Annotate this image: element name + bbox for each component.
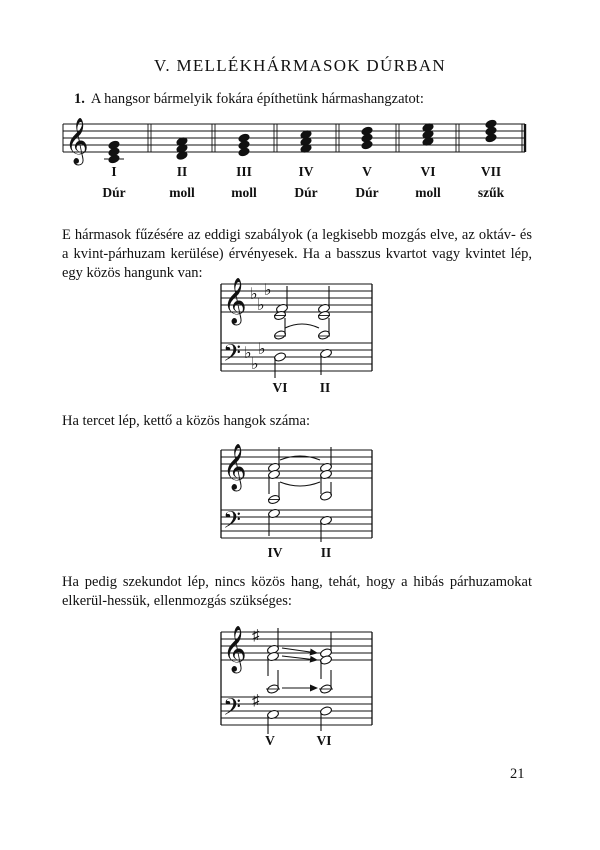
- bass-clef-icon: 𝄢: [223, 508, 242, 539]
- example-1-numeral: II: [319, 380, 331, 395]
- treble-clef-icon: 𝄞: [223, 444, 247, 489]
- example-1-numeral: VI: [272, 380, 288, 395]
- example-3-numeral: VI: [316, 733, 332, 748]
- section-intro-text: A hangsor bármelyik fokára építhetünk hármashangzatot:: [90, 91, 424, 107]
- flat-icon: ♭: [251, 356, 259, 373]
- degree-numeral: IV: [298, 164, 314, 179]
- example-2-numeral: IV: [267, 545, 283, 560]
- degree-numeral: VI: [420, 164, 436, 179]
- degree-numeral: I: [111, 164, 117, 179]
- page-number: 21: [510, 766, 525, 782]
- flat-icon: ♭: [258, 341, 266, 358]
- flat-icon: ♭: [257, 297, 265, 314]
- bass-clef-icon: 𝄢: [223, 341, 242, 372]
- treble-clef-icon: 𝄞: [223, 278, 247, 323]
- degree-numeral: III: [236, 164, 252, 179]
- degree-numeral: VII: [480, 164, 502, 179]
- example-2-numeral: II: [320, 545, 332, 560]
- degree-quality: moll: [169, 185, 195, 200]
- treble-clef-icon: 𝄞: [223, 626, 247, 671]
- degree-quality: szűk: [477, 185, 505, 200]
- flat-icon: ♭: [244, 345, 252, 362]
- degree-quality: moll: [415, 185, 441, 200]
- paragraph-3-text: Ha pedig szekundot lép, nincs közös hang, tehát, hogy a hibás párhuzamokat elkerül-hessük, ellenmozgás szükséges:: [62, 574, 532, 609]
- bass-clef-icon: 𝄢: [223, 695, 242, 726]
- degree-quality: moll: [231, 185, 257, 200]
- flat-icon: ♭: [250, 286, 258, 303]
- example-3-numeral: V: [265, 733, 275, 748]
- chapter-title: V. MELLÉKHÁRMASOK DÚRBAN: [153, 56, 447, 75]
- paragraph-1-text: E hármasok fűzésére az eddigi szabályok (a legkisebb mozgás elve, az oktáv- és a kvint-párhuzam kerülése) érvényesek. Ha a basszus kvartot vagy kvintet lép, egy közös hangunk van:: [62, 227, 532, 281]
- degree-quality: Dúr: [355, 185, 379, 200]
- sharp-icon: ♯: [252, 628, 260, 644]
- section-number: 1.: [74, 91, 85, 107]
- degree-numeral: II: [176, 164, 188, 179]
- scale-triad-notes: [104, 119, 497, 164]
- flat-icon: ♭: [264, 282, 272, 299]
- degree-numeral: V: [362, 164, 372, 179]
- sharp-icon: ♯: [252, 693, 260, 709]
- degree-quality: Dúr: [294, 185, 318, 200]
- paragraph-2-text: Ha tercet lép, kettő a közös hangok száma:: [62, 413, 311, 429]
- treble-clef-icon: 𝄞: [65, 118, 89, 163]
- scale-triads-staff: [63, 124, 525, 152]
- flat-key-signature: [244, 282, 272, 373]
- example-2-notes: [268, 447, 333, 542]
- degree-quality: Dúr: [102, 185, 126, 200]
